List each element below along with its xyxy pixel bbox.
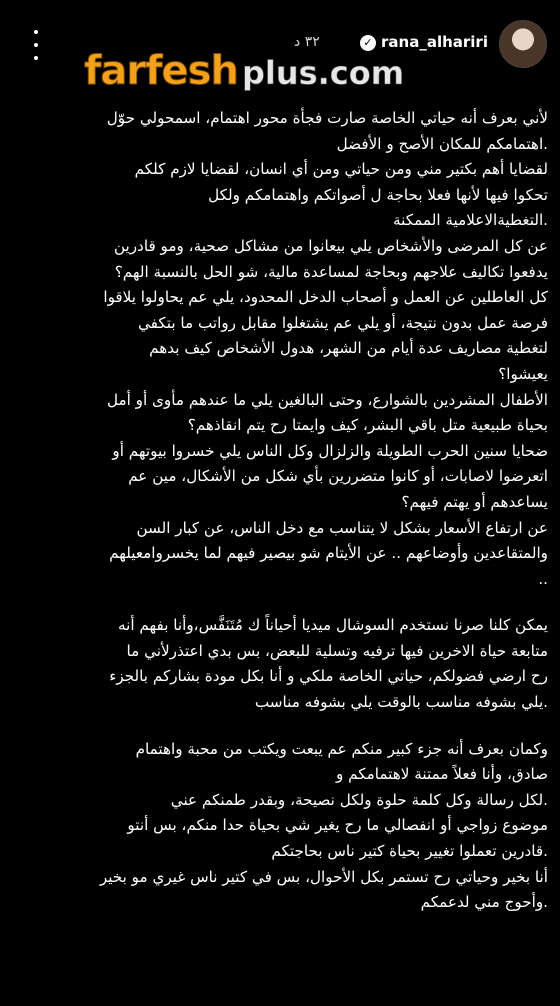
watermark-logo <box>84 48 404 96</box>
username[interactable]: rana_alhariri <box>381 33 488 51</box>
more-vertical-icon-dot <box>34 56 38 60</box>
verified-badge-icon: ✓ <box>360 35 376 51</box>
more-options-button[interactable] <box>26 30 46 60</box>
post-time: ٣٢ د <box>294 34 320 50</box>
story-text <box>12 106 548 916</box>
avatar[interactable] <box>499 20 547 68</box>
story-paragraph-3: وكمان بعرف أنه جزء كبير منكم عم يبعت ويكتب من محبة واهتمام صادق، وأنا فعلاً ممتنة لاهتمامكم و .لكل رسالة وكل كلمة حلوة ولكل نصيحة، وبقدر طمنكم عني موضوع زواجي أو انفصالي ما رح يغير شي بحياة حدا منكم، بس أنتو .قادرين تعملوا تغيير بحياة كتير ناس بحاجتكم أنا بخير وحياتي رح تستمر بكل الأحوال، بس في كتير ناس غيري مو بخير .وأحوج مني لدعمكم <box>99 739 548 912</box>
watermark-part2: plus.com <box>241 54 405 92</box>
story-paragraph-2: يمكن كلنا صرنا نستخدم السوشال ميديا أحياناً ك مُتَنَفَّس،وأنا بفهم أنه متابعة حياة الاخرين فيها ترفيه وتسلية للبعض، بس بدي اعتذرلأني ما رح ارضي فضولكم، حياتي الخاصة ملكي و أنا بكل مودة بشاركم بالجزء .يلي بشوفه مناسب بالوقت يلي بشوفه مناسب <box>109 616 548 712</box>
watermark-part1: farfesh <box>84 48 238 94</box>
more-vertical-icon <box>34 30 38 34</box>
story-paragraph-1: لأني بعرف أنه حياتي الخاصة صارت فجأة محور اهتمام، اسمحولي حوّل .اهتمامكم للمكان الأصح و الأفضل لقضايا أهم بكتير مني ومن حياتي ومن أي انسان، لقضايا لازم كلكم تحكوا فيها لأنها فعلا بحاجة ل أصواتكم واهتمامكم ولكل .التغطيةالاعلامية الممكنة عن كل المرضى والأشخاص يلي بيعانوا من مشاكل صحية، ومو قادرين يدفعوا تكاليف علاجهم وبحاجة لمساعدة مالية، شو الحل بالنسبة الهم؟ كل العاطلين عن العمل و أصحاب الدخل المحدود، يلي عم يحاولوا يلاقوا فرصة عمل بدون نتيجة، أو يلي عم يشتغلوا مقابل رواتب ما بتكفي لتغطية مصاريف عدة أيام من الشهر، هدول الأشخاص كيف بدهم يعيشوا؟ الأطفال المشردين بالشوارع، وحتى البالغين يلي ما عندهم مأوى أو أمل بحياة طبيعية متل باقي البشر، كيف وايمتا رح يتم انقاذهم؟ ضحايا سنين الحرب الطويلة والزلزال وكل الناس يلي خسروا بيوتهم أو اتعرضوا لاصابات، أو كانوا متضررين بأي شكل من الأشكال، مين عم يساعدهم أو يهتم فيهم؟ عن ارتفاع الأسعار بشكل لا يتناسب مع دخل الناس، عن كبار السن والمتقاعدين وأوضاعهم .. عن الأيتام شو بيصير فيهم لما يخسروامعيلهم .. <box>103 109 548 588</box>
more-vertical-icon-dot <box>34 43 38 47</box>
